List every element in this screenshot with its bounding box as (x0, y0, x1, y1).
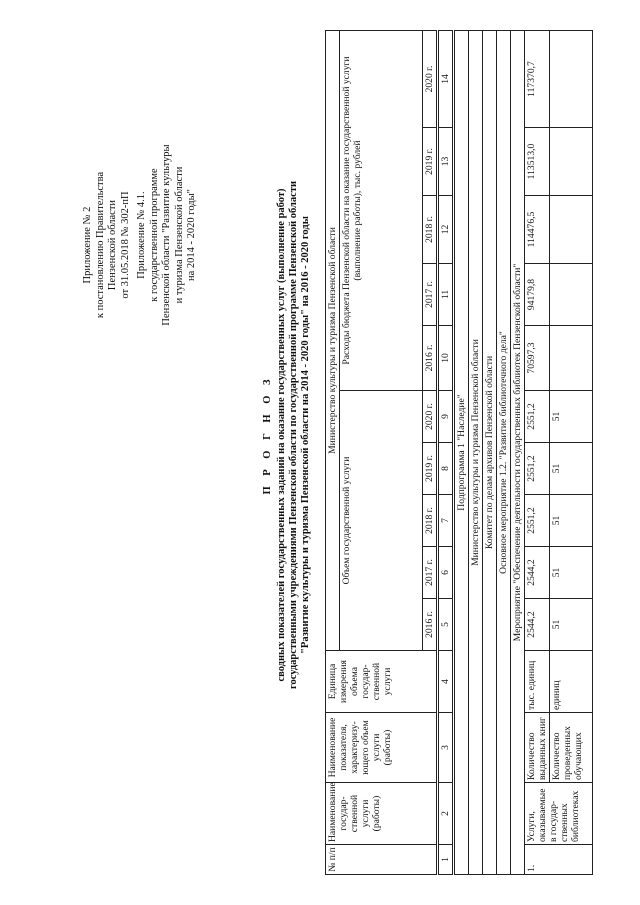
volume-cell: 2551,2 (525, 391, 550, 443)
appendix-program-line: к государственной программе (148, 168, 160, 302)
appendix-program-line: Приложение № 4.1. (136, 191, 147, 279)
column-number: 2 (438, 783, 454, 845)
row-number: 1. (525, 845, 593, 875)
expense-cell (550, 326, 593, 391)
appendix-main-line: Приложение № 2 (82, 206, 93, 284)
indicator-cell: Количество выданных книг (525, 713, 550, 783)
unit-cell: единиц (550, 651, 593, 713)
appendix-program-line: Пензенской области "Развитие культуры (161, 144, 172, 326)
column-number: 13 (438, 128, 454, 196)
appendix-program-line: и туризма Пензенской области (173, 166, 185, 304)
column-number: 6 (438, 547, 454, 599)
expense-cell: 117370,7 (525, 30, 550, 127)
main-event-row: Основное мероприятие 1.2. "Развитие библиотечного дела" (497, 30, 511, 874)
ministry-row: Министерство культуры и туризма Пензенской области (469, 30, 483, 874)
header-unit: Единица измерения объема государ-ственной услуги (326, 651, 438, 713)
appendix-program-note (136, 85, 199, 385)
committee-row: Комитет по делам архивов Пензенской области (483, 30, 497, 874)
appendix-program-line: на 2014 - 2020 годы" (186, 189, 197, 281)
expense-cell (550, 128, 593, 196)
column-number: 5 (438, 599, 454, 651)
appendix-main-line: от 31.05.2018 № 302-пП (119, 191, 131, 299)
volume-cell: 2551,2 (525, 495, 550, 547)
column-number: 11 (438, 264, 454, 326)
volume-cell: 2544,2 (525, 599, 550, 651)
appendix-main-line: к постановлению Правительства (94, 171, 106, 319)
column-number: 4 (438, 651, 454, 713)
header-ministry: Министерство культуры и туризма Пензенской области (326, 30, 340, 650)
expense-cell: 70597,3 (525, 326, 550, 391)
column-number: 1 (438, 845, 454, 875)
title-heading: П Р О Г Н О З (262, 375, 273, 495)
column-number: 3 (438, 713, 454, 783)
event-row: Мероприятие "Обеспечение деятельности государственных библиотек Пензенской области" (511, 30, 525, 874)
forecast-table (325, 30, 593, 875)
column-number: 8 (438, 443, 454, 495)
appendix-main-line: Пензенской области (107, 199, 118, 291)
column-number: 12 (438, 196, 454, 264)
volume-cell: 51 (550, 443, 593, 495)
header-year: 2017 г. (423, 547, 438, 599)
header-year: 2020 г. (423, 391, 438, 443)
unit-cell: тыс. единиц (525, 651, 550, 713)
column-number: 10 (438, 326, 454, 391)
header-service-name: Наименование государ-ственной услуги (работы) (326, 783, 438, 845)
header-year: 2019 г. (423, 128, 438, 196)
volume-cell: 2544,2 (525, 547, 550, 599)
expense-cell (550, 196, 593, 264)
header-year: 2017 г. (423, 264, 438, 326)
header-year: 2018 г. (423, 495, 438, 547)
expense-cell (550, 30, 593, 127)
header-year: 2016 г. (423, 326, 438, 391)
column-number: 14 (438, 30, 454, 127)
volume-cell: 51 (550, 391, 593, 443)
indicator-cell: Количество проведенных обучающих (550, 713, 593, 783)
title-line: государственными учреждениями Пензенской области по государственной программе Пензенской области (288, 180, 299, 690)
column-number: 9 (438, 391, 454, 443)
document-title (262, 135, 312, 735)
subprogram-row: Подпрограмма 1 "Наследие" (454, 30, 469, 874)
header-indicator: Наименование показателя, характеризу-ющего объем услуги (работы) (326, 713, 438, 783)
service-name-cell: Услуги, оказываемые в государ-ственных библиотеках (525, 783, 593, 845)
volume-cell: 51 (550, 547, 593, 599)
table-row (550, 30, 593, 874)
volume-cell: 2551,2 (525, 443, 550, 495)
header-year: 2019 г. (423, 443, 438, 495)
volume-cell: 51 (550, 495, 593, 547)
expense-cell (550, 264, 593, 326)
header-volume: Объем государственной услуги (340, 391, 423, 651)
volume-cell: 51 (550, 599, 593, 651)
header-year: 2020 г. (423, 30, 438, 127)
header-year: 2016 г. (423, 599, 438, 651)
expense-cell: 114476,5 (525, 196, 550, 264)
expense-cell: 113513,0 (525, 128, 550, 196)
expense-cell: 94179,8 (525, 264, 550, 326)
header-num: № п/п (326, 845, 438, 875)
title-line: сводных показателей государственных заданий на оказание государственных услуг (выполнение работ) (276, 188, 287, 682)
table-row (525, 30, 550, 874)
header-expenses: Расходы бюджета Пензенской области на оказание государственной услуги (выполнение работы), тыс. рублей (340, 30, 423, 390)
appendix-main-note (82, 125, 132, 365)
header-year: 2018 г. (423, 196, 438, 264)
column-number: 7 (438, 495, 454, 547)
title-line: "Развитие культуры и туризма Пензенской области на 2014 - 2020 годы" на 2016 - 2020 годы (300, 216, 311, 654)
